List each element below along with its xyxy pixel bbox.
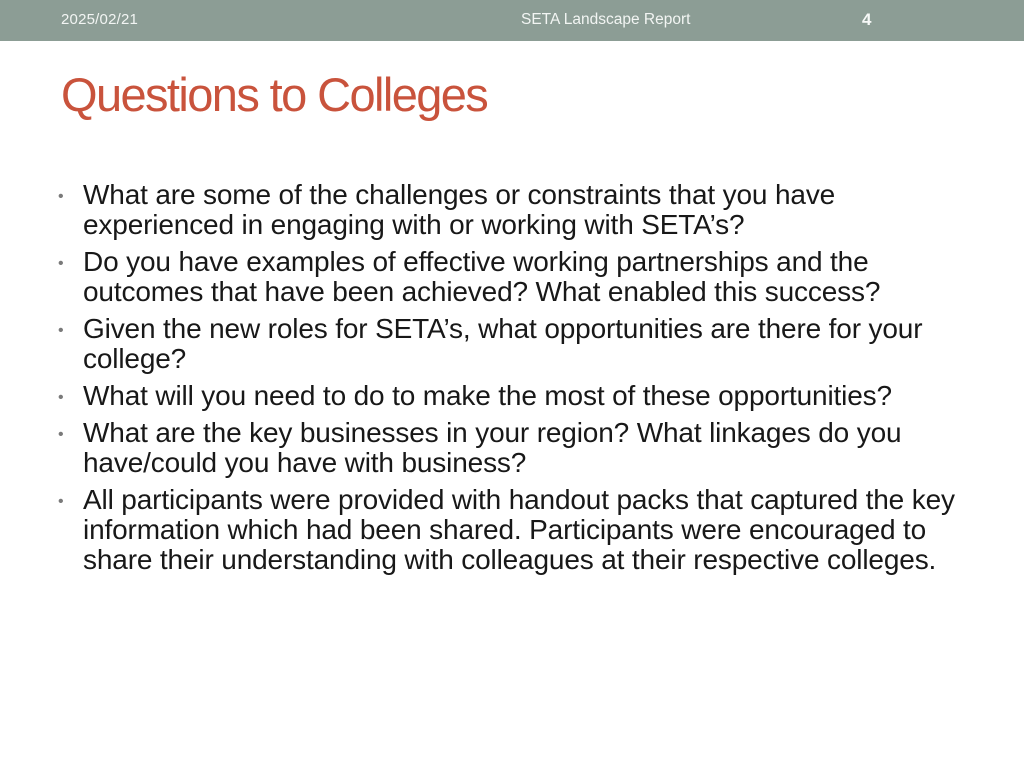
- bullet-list: [56, 180, 976, 582]
- bullet-item: [56, 485, 976, 575]
- bullet-text: All participants were provided with handout packs that captured the key information which had been shared. Participants were encouraged to share their understanding with colleagues at their respective colleges.: [83, 484, 955, 575]
- header-date: 2025/02/21: [61, 11, 139, 28]
- bullet-text: What are some of the challenges or constraints that you have experienced in engaging with or working with SETA’s?: [83, 179, 836, 240]
- header-report-title: SETA Landscape Report: [521, 11, 691, 28]
- bullet-item: [56, 381, 976, 411]
- bullet-item: [56, 180, 976, 240]
- bullet-dot-icon: •: [58, 255, 64, 272]
- slide-title: Questions to Colleges: [61, 68, 488, 121]
- bullet-text: Do you have examples of effective working partnerships and the outcomes that have been achieved? What enabled this success?: [83, 246, 881, 307]
- bullet-dot-icon: •: [58, 188, 64, 205]
- bullet-dot-icon: •: [58, 426, 64, 443]
- bullet-dot-icon: •: [58, 389, 64, 406]
- bullet-item: [56, 314, 976, 374]
- bullet-text: What will you need to do to make the most of these opportunities?: [83, 380, 892, 411]
- bullet-item: [56, 247, 976, 307]
- bullet-dot-icon: •: [58, 493, 64, 510]
- bullet-dot-icon: •: [58, 322, 64, 339]
- bullet-item: [56, 418, 976, 478]
- header-bar: [0, 0, 1024, 41]
- bullet-text: What are the key businesses in your region? What linkages do you have/could you have with business?: [83, 417, 902, 478]
- page-number: 4: [862, 10, 872, 29]
- bullet-text: Given the new roles for SETA’s, what opportunities are there for your college?: [83, 313, 923, 374]
